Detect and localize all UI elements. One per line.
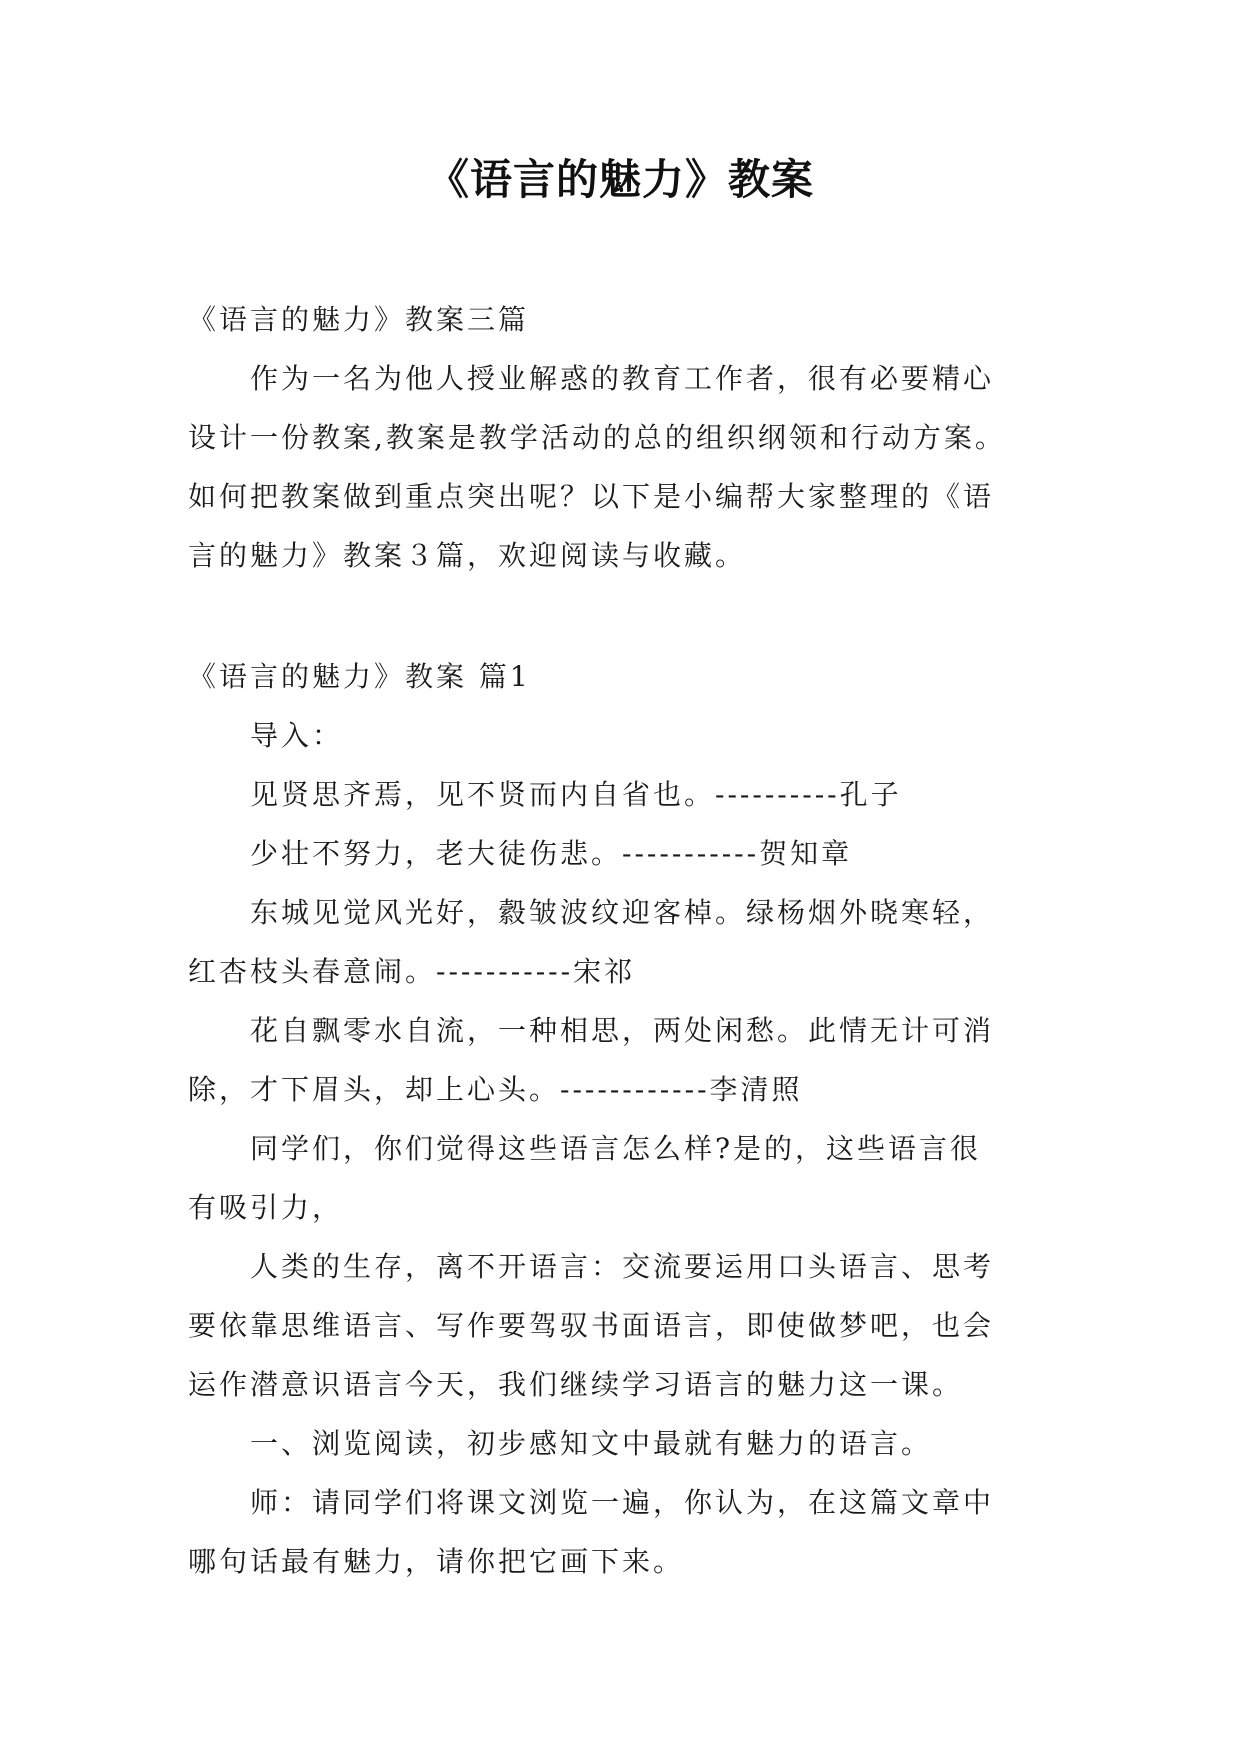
intro-line: 设计一份教案,教案是教学活动的总的组织纲领和行动方案。 bbox=[188, 421, 1006, 454]
paragraph-question: 同学们，你们觉得这些语言怎么样?是的，这些语言很 有吸引力， bbox=[188, 1132, 982, 1224]
intro-line: 作为一名为他人授业解惑的教育工作者，很有必要精心 bbox=[250, 362, 995, 395]
intro-line: 言的魅力》教案３篇，欢迎阅读与收藏。 bbox=[188, 539, 747, 572]
quote-li-qingzhao: 花自飘零水自流，一种相思，两处闲愁。此情无计可消 除，才下眉头，却上心头。------------李清照 bbox=[188, 1014, 995, 1106]
quote-confucius: 见贤思齐焉，见不贤而内自省也。----------孔子 bbox=[250, 778, 902, 811]
intro-line: 如何把教案做到重点突出呢？以下是小编帮大家整理的《语 bbox=[188, 480, 995, 513]
paragraph-teacher: 师：请同学们将课文浏览一遍，你认为，在这篇文章中 哪句话最有魅力，请你把它画下来。 bbox=[188, 1486, 995, 1578]
paragraph-step-one: 一、浏览阅读，初步感知文中最就有魅力的语言。 bbox=[250, 1427, 933, 1460]
paragraph-human-language: 人类的生存，离不开语言：交流要运用口头语言、思考 要依靠思维语言、写作要驾驭书面语言，即使做梦吧，也会 运作潜意识语言今天，我们继续学习语言的魅力这一课。 bbox=[188, 1250, 995, 1401]
document-title: 《语言的魅力》教案 bbox=[426, 155, 814, 204]
document-body bbox=[188, 290, 1088, 1591]
quote-song-qi: 东城见觉风光好，縠皱波纹迎客棹。绿杨烟外晓寒轻， 红杏枝头春意闹。-----------宋祁 bbox=[188, 896, 995, 988]
section-heading: 《语言的魅力》教案 篇1 bbox=[188, 660, 531, 693]
section-spacer bbox=[188, 585, 1088, 647]
intro-paragraph bbox=[188, 349, 1088, 585]
document-subtitle: 《语言的魅力》教案三篇 bbox=[188, 303, 530, 336]
paragraph-intro-label: 导入： bbox=[250, 719, 344, 752]
quote-he-zhizhang: 少壮不努力，老大徒伤悲。-----------贺知章 bbox=[250, 837, 853, 870]
